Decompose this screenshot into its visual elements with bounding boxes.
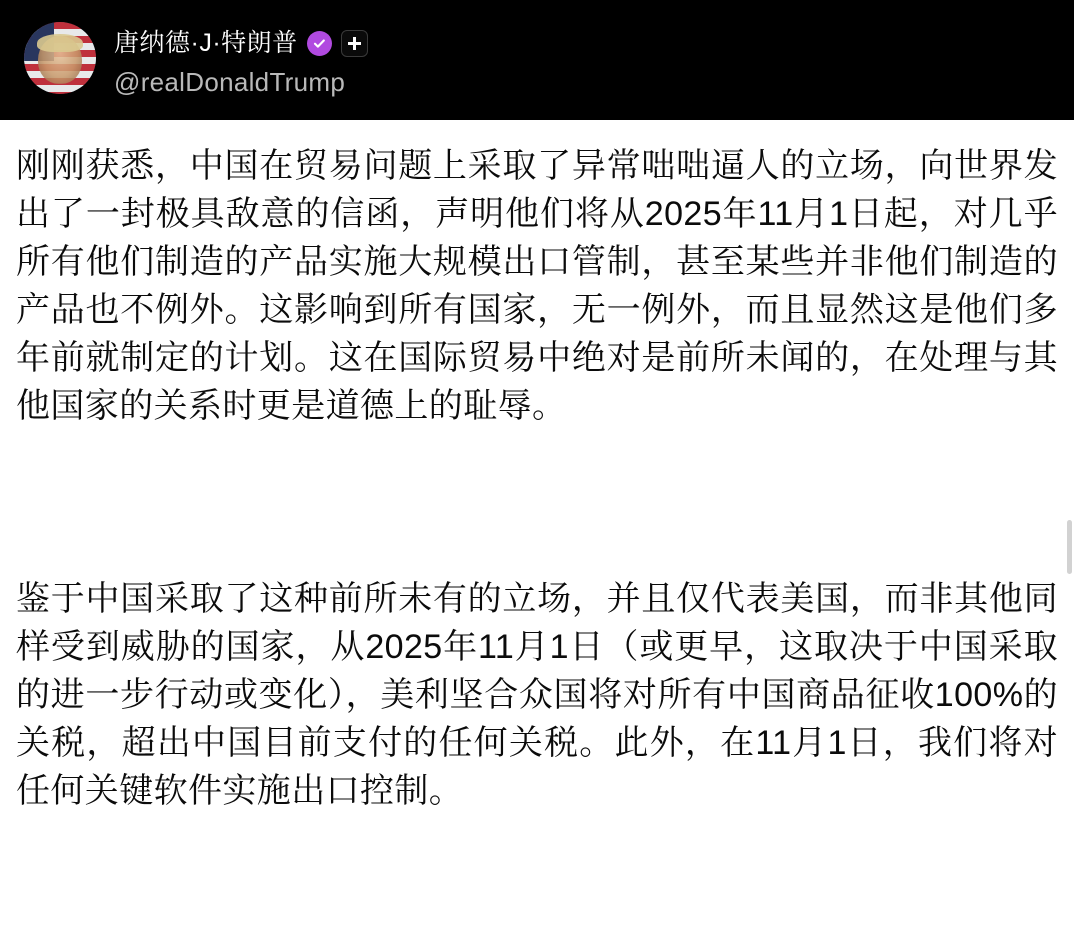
author-name-block <box>114 22 368 98</box>
author-handle[interactable]: @realDonaldTrump <box>114 67 346 97</box>
post-body <box>0 120 1074 951</box>
plus-badge-icon[interactable] <box>341 30 368 57</box>
scrollbar-thumb[interactable] <box>1067 520 1072 574</box>
avatar-hair <box>37 34 83 52</box>
author-display-name: 唐纳德·J·特朗普 <box>114 29 298 57</box>
post-paragraph: 刚刚获悉，中国在贸易问题上采取了异常咄咄逼人的立场，向世界发出了一封极具敌意的信函，声明他们将从2025年11月1日起，对几乎所有他们制造的产品实施大规模出口管制，甚至某些并非他们制造的产品也不例外。这影响到所有国家，无一例外，而且显然这是他们多年前就制定的计划。这在国际贸易中绝对是前所未闻的，在处理与其他国家的关系时更是道德上的耻辱。 <box>16 147 1058 425</box>
post-header <box>0 0 1074 120</box>
post-paragraph: 鉴于中国采取了这种前所未有的立场，并且仅代表美国，而非其他同样受到威胁的国家，从2025年11月1日（或更早，这取决于中国采取的进一步行动或变化），美利坚合众国将对所有中国商品征收100%的关税，超出中国目前支付的任何关税。此外，在11月1日，我们将对任何关键软件实施出口控制。 <box>16 580 1058 810</box>
verified-check-icon[interactable] <box>307 31 332 56</box>
avatar[interactable] <box>24 22 96 94</box>
author-name-line <box>114 26 368 60</box>
